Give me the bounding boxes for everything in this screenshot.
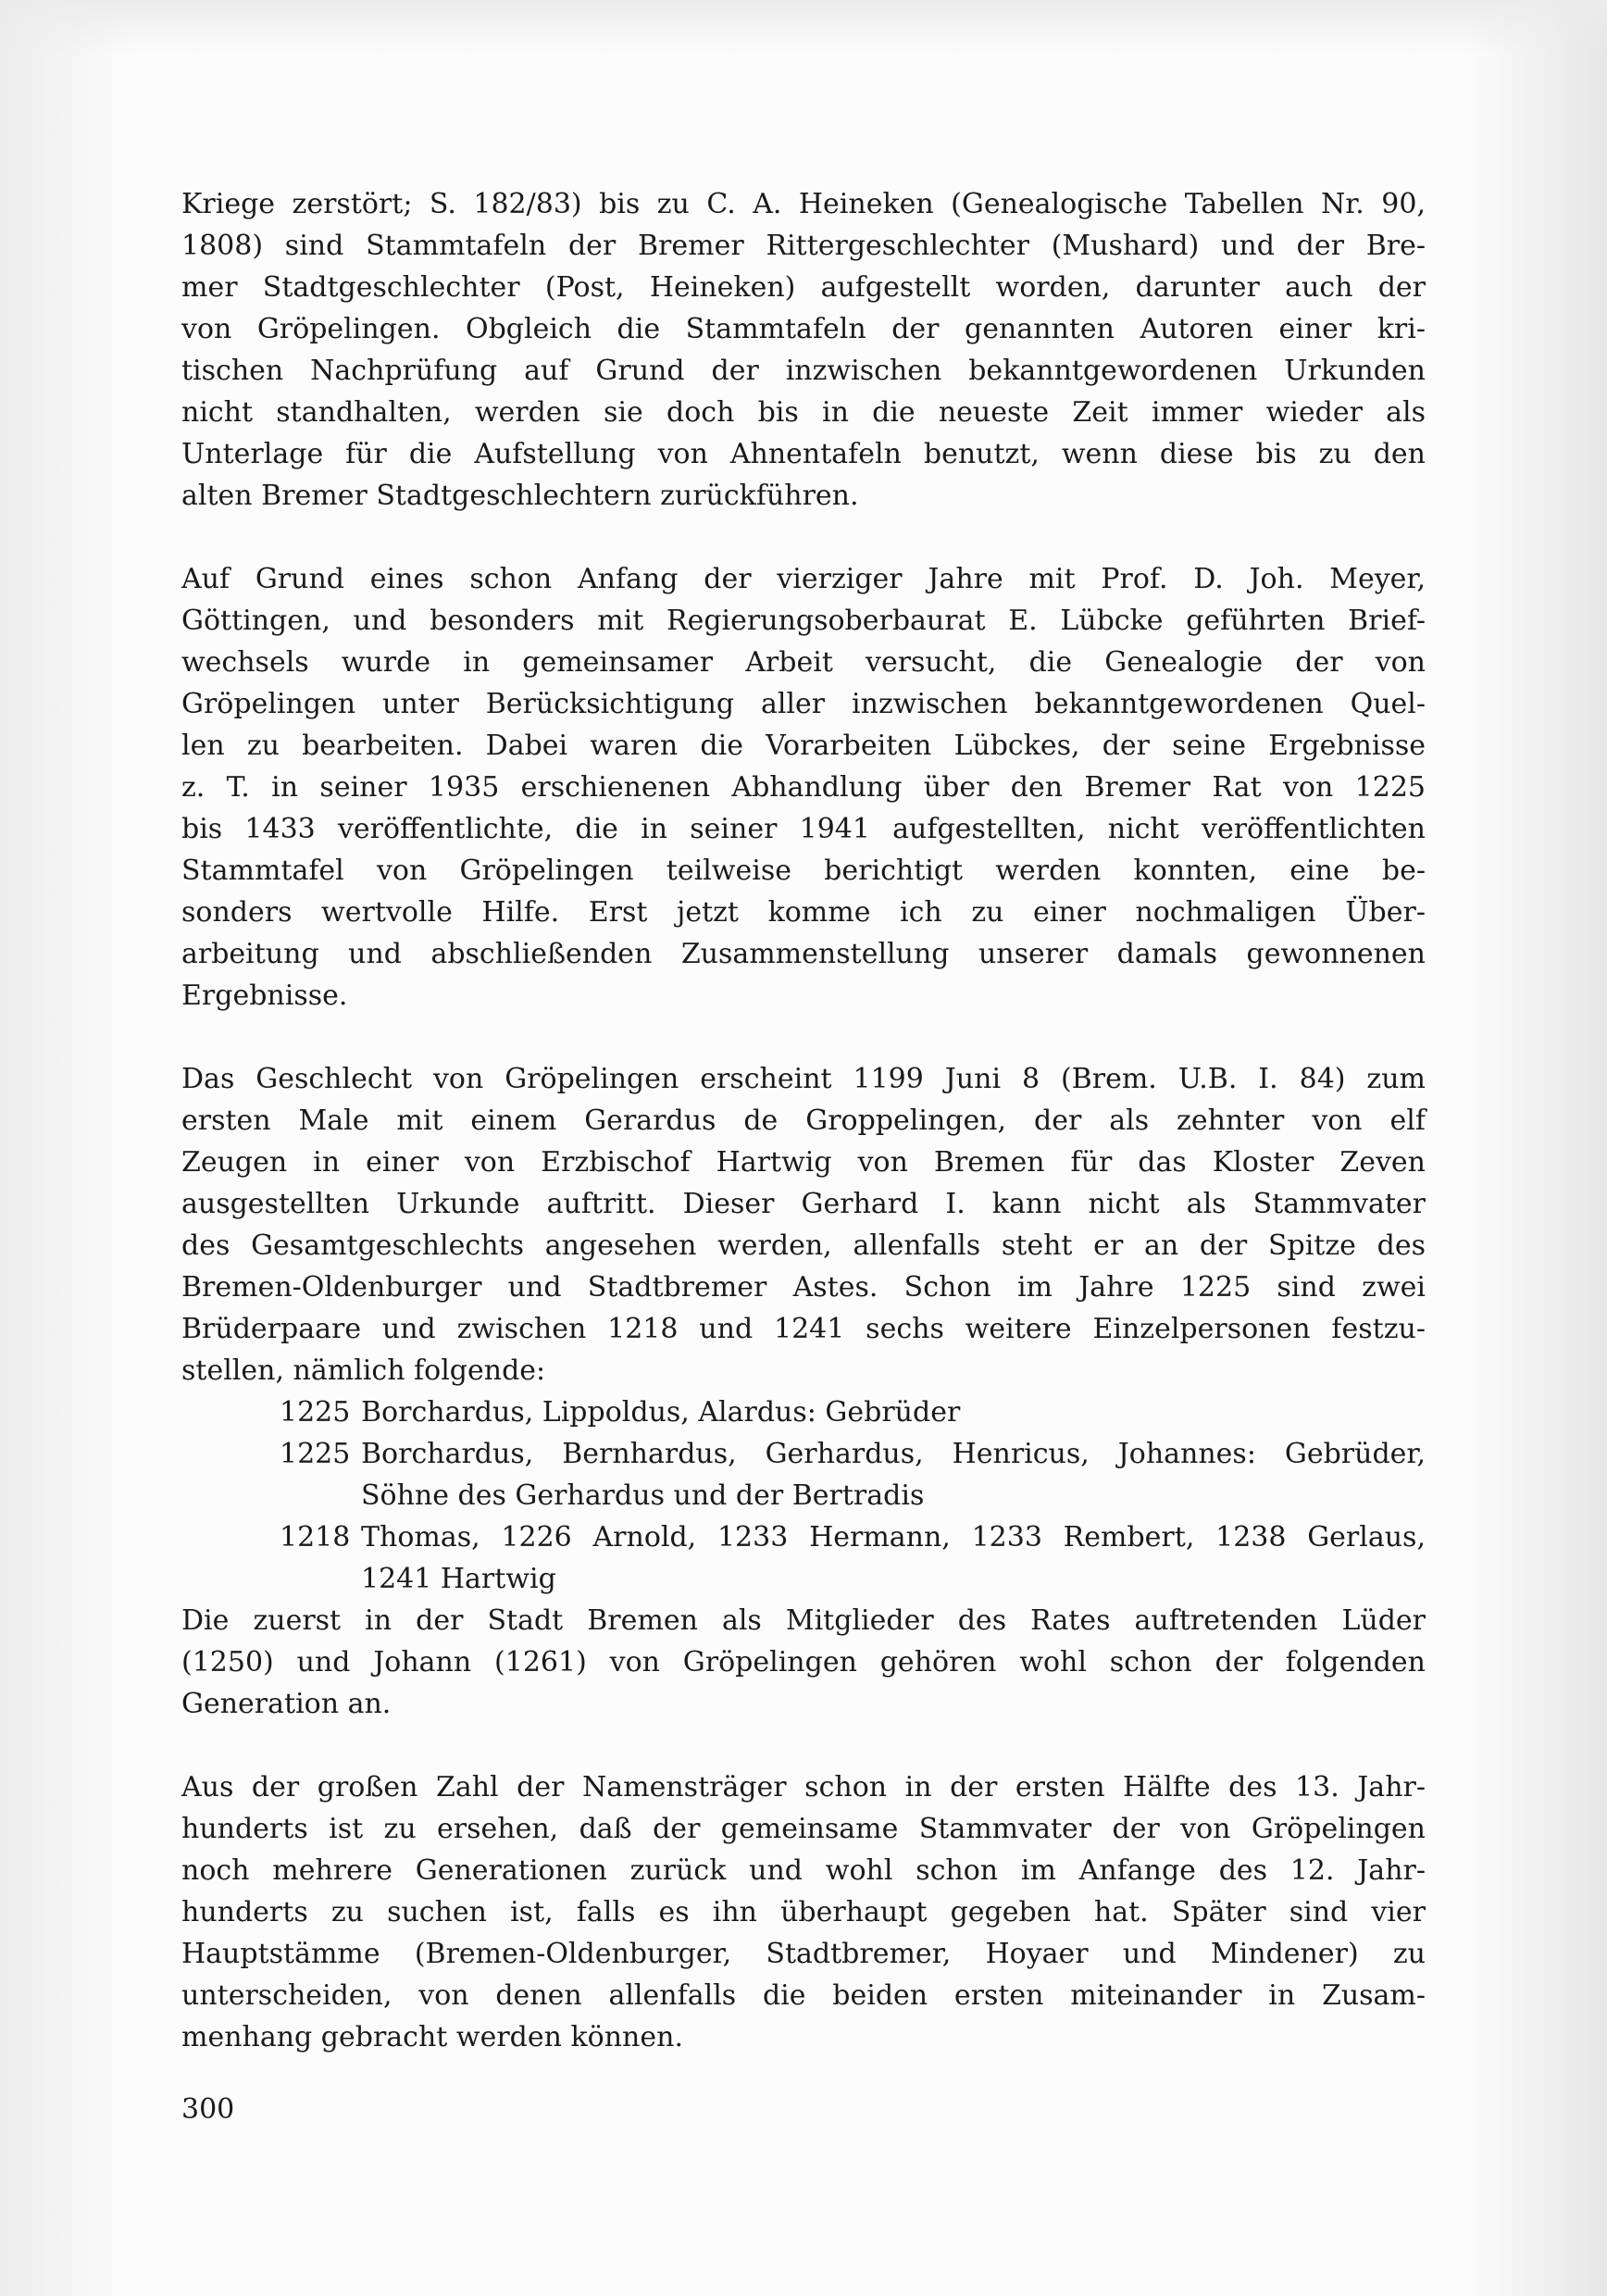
text-line: Die zuerst in der Stadt Bremen als Mitglieder des Rates auftretenden Lüder [181,1604,1426,1637]
body-text [181,183,1426,2100]
text-line: unterscheiden, von denen allenfalls die beiden ersten miteinander in Zusam- [181,1979,1426,2012]
text-line: menhang gebracht werden können. [181,2021,683,2053]
text-line: Göttingen, und besonders mit Regierungsoberbaurat E. Lübcke geführten Brief- [181,605,1426,637]
list-text: Borchardus, Lippoldus, Alardus: Gebrüder [361,1396,961,1429]
text-line: Das Geschlecht von Gröpelingen erscheint 1199 Juni 8 (Brem. U.B. I. 84) zum [181,1063,1426,1095]
text-line: Ergebnisse. [181,980,348,1012]
paragraph-4 [181,1766,1426,2058]
text-line: alten Bremer Stadtgeschlechtern zurückführen. [181,480,859,512]
scan-shadow-right [1468,0,1607,2296]
text-line: wechsels wurde in gemeinsamer Arbeit versucht, die Genealogie der von [181,646,1426,679]
text-line: 1808) sind Stammtafeln der Bremer Rittergeschlechter (Mushard) und der Bre- [181,230,1426,262]
text-line: Aus der großen Zahl der Namensträger schon in der ersten Hälfte des 13. Jahr- [181,1771,1426,1803]
list-text-continued: Söhne des Gerhardus und der Bertradis [361,1479,925,1512]
text-line: Kriege zerstört; S. 182/83) bis zu C. A. Heineken (Genealogische Tabellen Nr. 90, [181,188,1426,220]
text-line: Brüderpaare und zwischen 1218 und 1241 sechs weitere Einzelpersonen festzu- [181,1313,1426,1345]
list-year: 1218 [280,1521,351,1554]
text-line: ersten Male mit einem Gerardus de Groppelingen, der als zehnter von elf [181,1104,1426,1137]
list-text: Borchardus, Bernhardus, Gerhardus, Henricus, Johannes: Gebrüder, [361,1438,1426,1470]
text-line: nicht standhalten, werden sie doch bis in die neueste Zeit immer wieder als [181,396,1426,429]
scan-shadow-top [0,0,1607,56]
text-line: Hauptstämme (Bremen-Oldenburger, Stadtbremer, Hoyaer und Mindener) zu [181,1938,1426,1970]
text-line: von Gröpelingen. Obgleich die Stammtafeln der genannten Autoren einer kri- [181,313,1426,345]
text-line: Bremen-Oldenburger und Stadtbremer Astes. Schon im Jahre 1225 sind zwei [181,1271,1426,1304]
text-line: z. T. in seiner 1935 erschienenen Abhandlung über den Bremer Rat von 1225 [181,771,1426,804]
name-list [181,1391,1426,1600]
text-line: ausgestellten Urkunde auftritt. Dieser Gerhard I. kann nicht als Stammvater [181,1188,1426,1220]
list-item [181,1391,1426,1433]
text-line: sonders wertvolle Hilfe. Erst jetzt komme ich zu einer nochmaligen Über- [181,896,1426,929]
text-line: Zeugen in einer von Erzbischof Hartwig von Bremen für das Kloster Zeven [181,1146,1426,1179]
paragraph-3 [181,1058,1426,1725]
text-line: Auf Grund eines schon Anfang der vierziger Jahre mit Prof. D. Joh. Meyer, [181,563,1426,595]
text-line: stellen, nämlich folgende: [181,1354,546,1387]
text-line: bis 1433 veröffentlichte, die in seiner 1941 aufgestellten, nicht veröffentlichten [181,813,1426,845]
paragraph-2 [181,558,1426,1017]
text-line: Generation an. [181,1688,392,1720]
text-line: arbeitung und abschließenden Zusammenstellung unserer damals gewonnenen [181,938,1426,970]
list-text: Thomas, 1226 Arnold, 1233 Hermann, 1233 Rembert, 1238 Gerlaus, [361,1521,1426,1554]
text-line: (1250) und Johann (1261) von Gröpelingen gehören wohl schon der folgenden [181,1646,1426,1678]
text-line: Stammtafel von Gröpelingen teilweise berichtigt werden konnten, eine be- [181,855,1426,887]
list-year: 1225 [280,1438,351,1470]
list-text-continued: 1241 Hartwig [361,1563,556,1595]
text-line: len zu bearbeiten. Dabei waren die Vorarbeiten Lübckes, der seine Ergebnisse [181,730,1426,762]
text-line: noch mehrere Generationen zurück und wohl schon im Anfange des 12. Jahr- [181,1854,1426,1887]
paragraph-1 [181,183,1426,517]
page-number: 300 [181,2093,235,2126]
scan-shadow-left [0,0,130,2296]
list-year: 1225 [280,1396,351,1429]
text-line: Unterlage für die Aufstellung von Ahnentafeln benutzt, wenn diese bis zu den [181,438,1426,470]
text-line: hunderts zu suchen ist, falls es ihn überhaupt gegeben hat. Später sind vier [181,1896,1426,1928]
text-line: tischen Nachprüfung auf Grund der inzwischen bekanntgewordenen Urkunden [181,355,1426,387]
text-line: des Gesamtgeschlechts angesehen werden, allenfalls steht er an der Spitze des [181,1229,1426,1262]
list-item [181,1433,1426,1475]
text-line: mer Stadtgeschlechter (Post, Heineken) aufgestellt worden, darunter auch der [181,271,1426,304]
list-item [181,1516,1426,1558]
text-line: Gröpelingen unter Berücksichtigung aller inzwischen bekanntgewordenen Quel- [181,688,1426,720]
text-line: hunderts ist zu ersehen, daß der gemeinsame Stammvater der von Gröpelingen [181,1813,1426,1845]
